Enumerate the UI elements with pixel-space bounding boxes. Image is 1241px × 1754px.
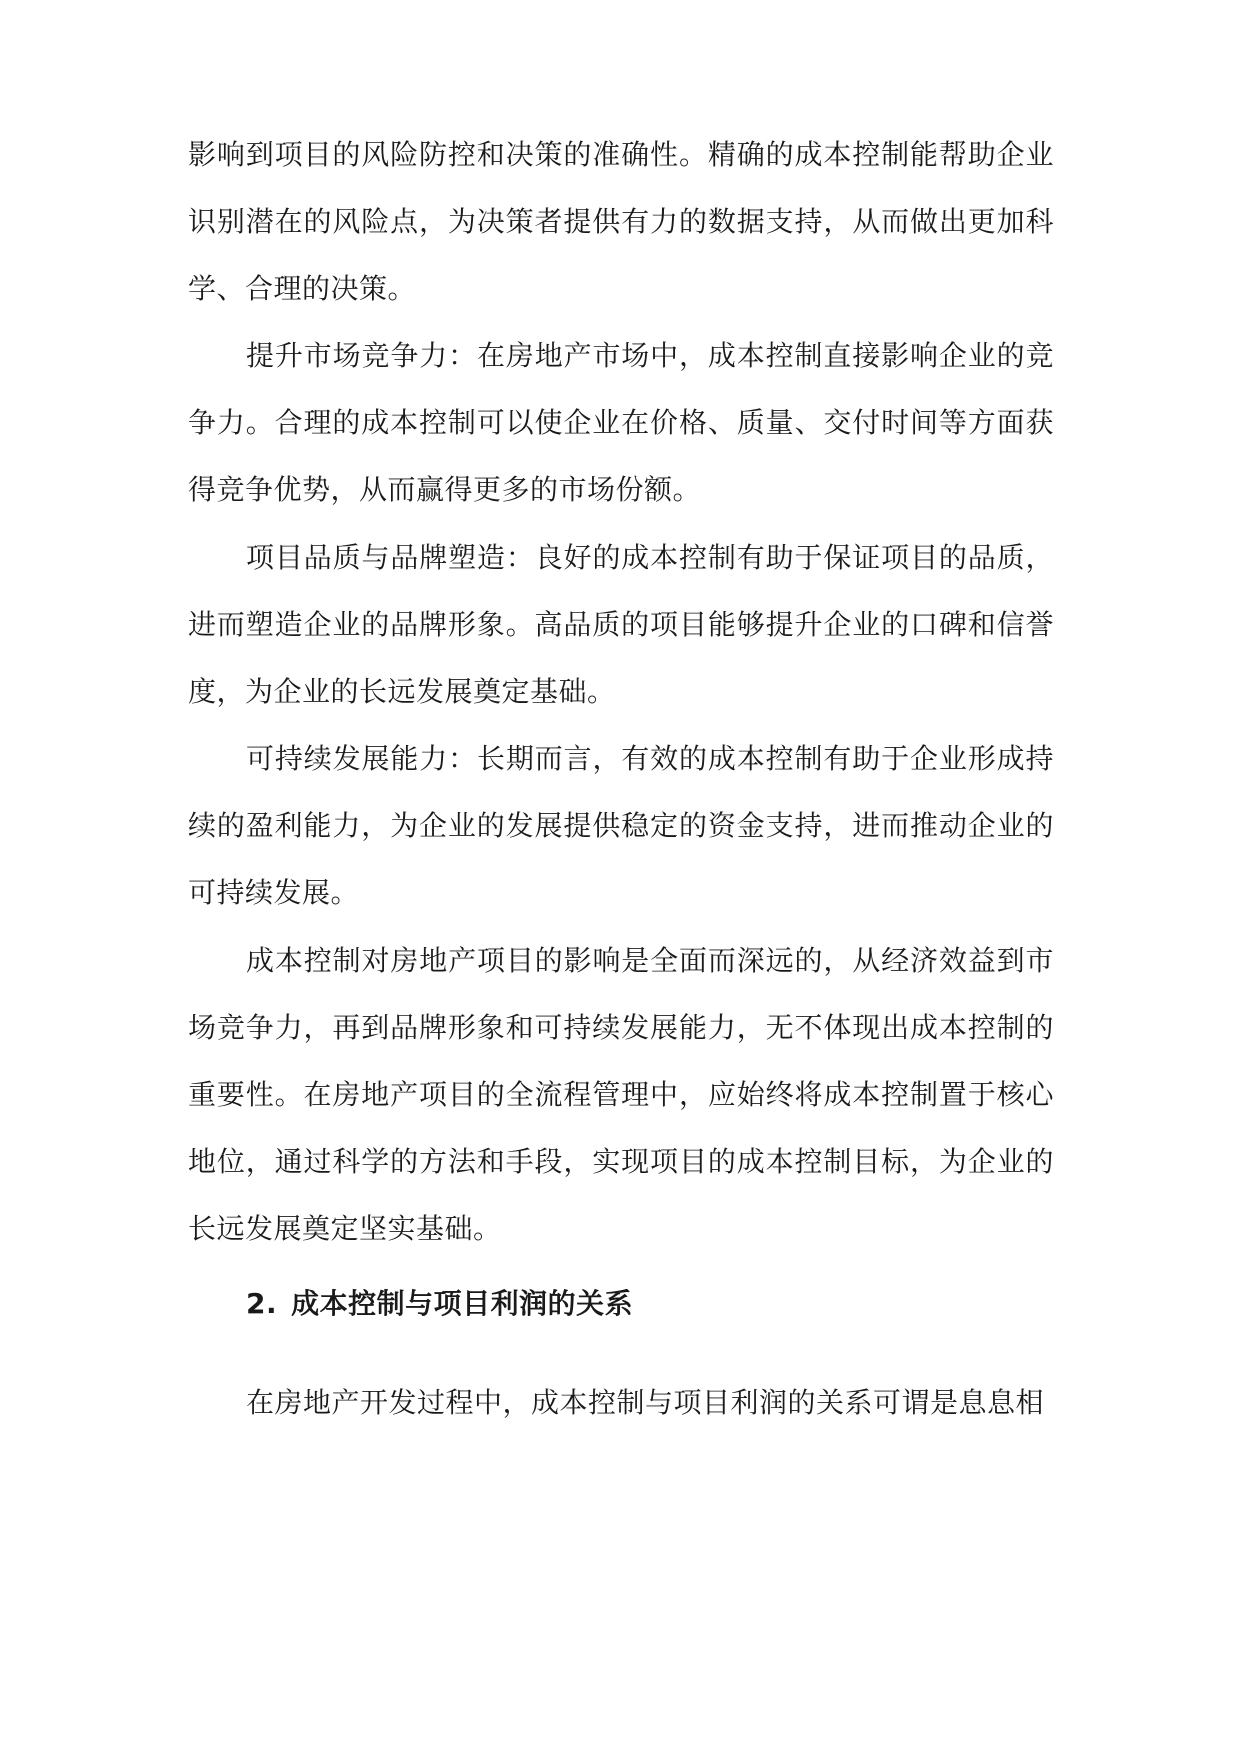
section-title: 成本控制与项目利润的关系 (291, 1287, 634, 1320)
paragraph-market-competitiveness: 提升市场竞争力：在房地产市场中，成本控制直接影响企业的竞争力。合理的成本控制可以使企业在价格、质量、交付时间等方面获得竞争优势，从而赢得更多的市场份额。 (188, 339, 1054, 506)
paragraph-quality-and-brand: 项目品质与品牌塑造：良好的成本控制有助于保证项目的品质，进而塑造企业的品牌形象。高品质的项目能够提升企业的口碑和信誉度，为企业的长远发展奠定基础。 (188, 541, 1054, 708)
paragraph-sustainable-development: 可持续发展能力：长期而言，有效的成本控制有助于企业形成持续的盈利能力，为企业的发展提供稳定的资金支持，进而推动企业的可持续发展。 (188, 742, 1054, 909)
paragraph-risk-control: 影响到项目的风险防控和决策的准确性。精确的成本控制能帮助企业识别潜在的风险点，为决策者提供有力的数据支持，从而做出更加科学、合理的决策。 (188, 138, 1054, 305)
paragraph-cost-profit-intro: 在房地产开发过程中，成本控制与项目利润的关系可谓是息息相 (246, 1386, 1045, 1419)
section-heading (246, 1270, 633, 1337)
section-number: 2. (246, 1287, 278, 1320)
document-page (188, 0, 1054, 1754)
paragraph-summary: 成本控制对房地产项目的影响是全面而深远的，从经济效益到市场竞争力，再到品牌形象和可持续发展能力，无不体现出成本控制的重要性。在房地产项目的全流程管理中，应始终将成本控制置于核心地位，通过科学的方法和手段，实现项目的成本控制目标，为企业的长远发展奠定坚实基础。 (188, 944, 1054, 1245)
